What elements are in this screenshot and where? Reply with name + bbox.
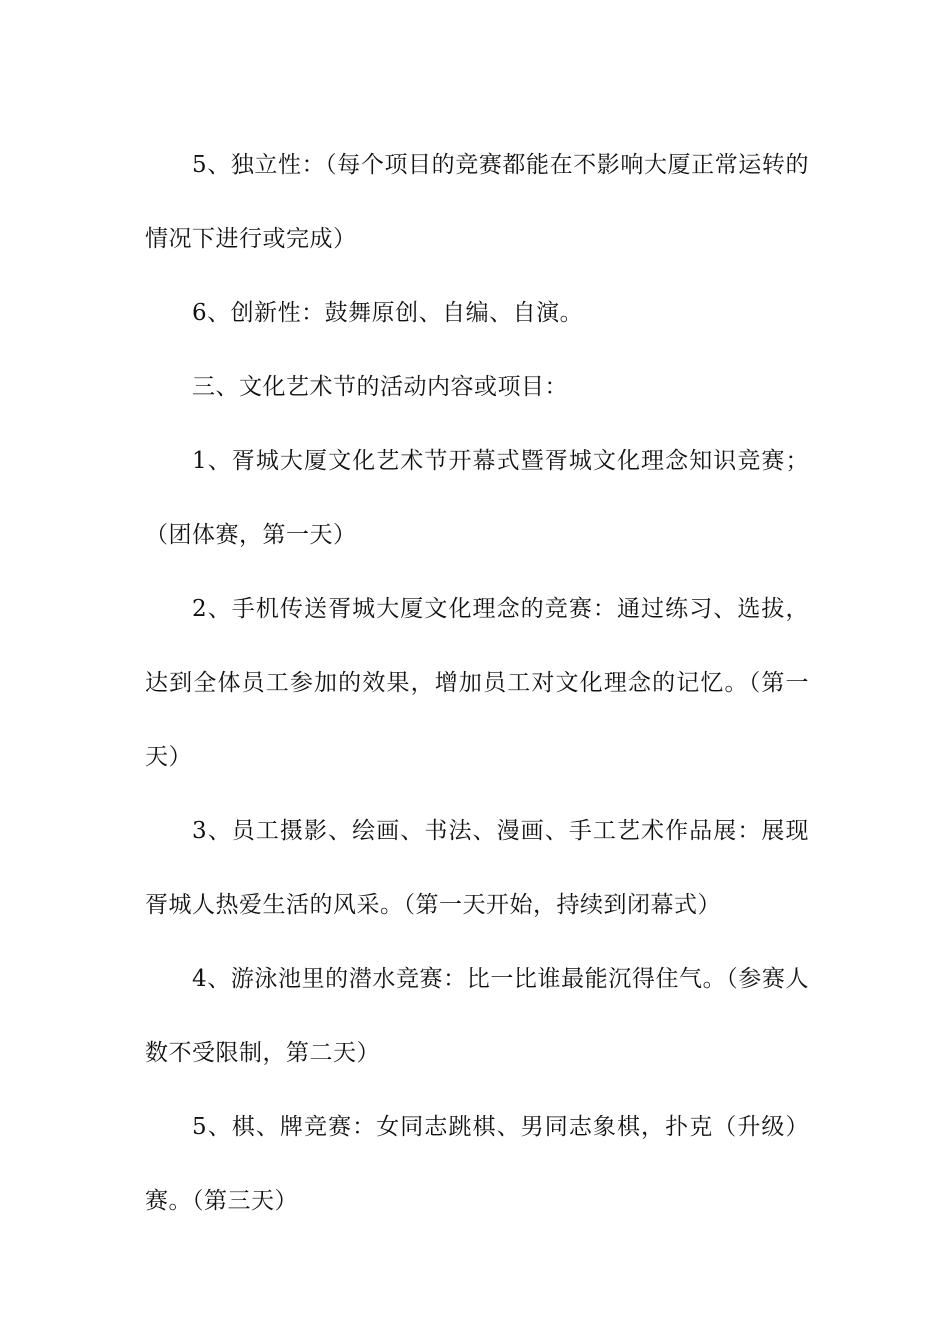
paragraph-independence: 5、独立性：（每个项目的竞赛都能在不影响大厦正常运转的情况下进行或完成） bbox=[145, 152, 809, 252]
paragraph-item-5: 5、棋、牌竞赛：女同志跳棋、男同志象棋，扑克（升级）赛。（第三天） bbox=[145, 1114, 809, 1214]
paragraph-item-2: 2、手机传送胥城大厦文化理念的竞赛：通过练习、选拔，达到全体员工参加的效果，增加员工对文化理念的记忆。（第一天） bbox=[145, 596, 809, 770]
paragraph-item-3: 3、员工摄影、绘画、书法、漫画、手工艺术作品展：展现胥城人热爱生活的风采。（第一天开始，持续到闭幕式） bbox=[145, 818, 809, 918]
paragraph-item-4: 4、游泳池里的潜水竞赛：比一比谁最能沉得住气。（参赛人数不受限制，第二天） bbox=[145, 966, 809, 1066]
paragraph-innovation: 6、创新性：鼓舞原创、自编、自演。 bbox=[192, 300, 584, 326]
document-body bbox=[145, 128, 809, 1238]
section-heading-activities: 三、文化艺术节的活动内容或项目： bbox=[192, 374, 568, 400]
paragraph-item-1: 1、胥城大厦文化艺术节开幕式暨胥城文化理念知识竞赛；（团体赛，第一天） bbox=[145, 448, 809, 548]
